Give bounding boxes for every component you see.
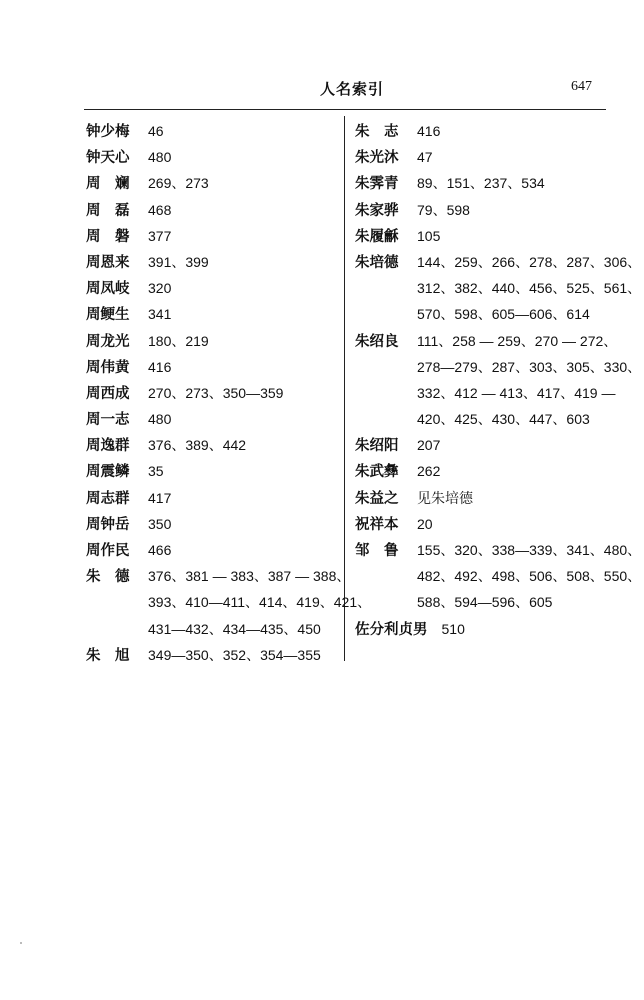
- index-entry: [355, 249, 642, 328]
- index-entry: [355, 511, 607, 537]
- entry-pages: 417: [148, 489, 172, 506]
- entry-first-line: [86, 249, 341, 275]
- entry-first-line: [86, 537, 341, 563]
- entry-name: 邹 鲁: [355, 543, 399, 559]
- entry-pages: 480: [148, 411, 172, 428]
- entry-first-line: [355, 197, 607, 223]
- entry-pages: 262: [417, 463, 441, 480]
- entry-name: 朱武彝: [355, 464, 399, 481]
- entry-first-line: [86, 144, 341, 170]
- entry-first-line: [86, 223, 341, 249]
- entry-pages-continuation: 482、492、498、506、508、550、: [417, 568, 642, 585]
- entry-name: 朱 德: [86, 569, 130, 586]
- entry-pages: 480: [148, 149, 172, 166]
- entry-pages: 111、258 — 259、270 — 272、: [417, 332, 618, 349]
- entry-name: 周鲠生: [86, 307, 130, 324]
- entry-pages: 270、273、350—359: [148, 384, 284, 401]
- entry-pages: 89、151、237、534: [417, 175, 545, 192]
- entry-name: 朱 旭: [86, 647, 130, 664]
- entry-pages-continuation: 278—279、287、303、305、330、: [417, 358, 642, 375]
- entry-pages: 416: [417, 123, 441, 139]
- entry-pages: 466: [148, 542, 172, 558]
- entry-pages: 见朱培德: [417, 489, 473, 506]
- entry-name: 周龙光: [86, 333, 130, 350]
- entry-pages: 180、219: [148, 332, 209, 349]
- entry-pages: 341: [148, 306, 172, 323]
- entry-name: 朱绍阳: [355, 438, 399, 455]
- entry-name: 周伟黄: [86, 359, 130, 376]
- index-entry: [86, 328, 341, 354]
- entry-pages: 391、399: [148, 253, 209, 270]
- entry-first-line: [86, 432, 341, 458]
- index-entry: [355, 170, 607, 196]
- running-title: 人名索引: [320, 80, 385, 98]
- entry-pages: 47: [417, 149, 433, 166]
- index-entry: [86, 380, 341, 406]
- entry-name: 朱霁青: [355, 176, 399, 193]
- entry-name: 钟天心: [86, 150, 130, 167]
- entry-pages-continuation: 332、412 — 413、417、419 —: [417, 384, 616, 401]
- index-entry: [86, 197, 341, 223]
- entry-first-line: [355, 118, 607, 144]
- entry-name: 朱培德: [355, 254, 399, 271]
- entry-pages: 105: [417, 227, 441, 244]
- entry-first-line: [86, 301, 341, 327]
- entry-first-line: [86, 118, 341, 144]
- index-entry: [86, 301, 341, 327]
- scan-mark: [20, 942, 22, 944]
- entry-pages-continuation: 588、594—596、605: [417, 594, 553, 611]
- index-entry: [86, 406, 341, 432]
- entry-first-line: [355, 458, 607, 484]
- index-entry: [355, 616, 607, 642]
- entry-name: 祝祥本: [355, 516, 399, 533]
- entry-first-line: [355, 170, 607, 196]
- entry-name: 朱 志: [355, 124, 399, 140]
- page-number: 647: [571, 79, 592, 94]
- index-column-left: [86, 118, 372, 668]
- index-entry: [86, 563, 372, 642]
- entry-pages: 269、273: [148, 175, 209, 192]
- entry-name: 周作民: [86, 543, 130, 559]
- entry-name: 佐分利贞男: [355, 621, 428, 638]
- entry-name: 周凤岐: [86, 281, 130, 298]
- index-entry: [86, 249, 341, 275]
- page-header: [84, 78, 604, 108]
- entry-first-line: [86, 197, 341, 223]
- entry-name: 朱履龢: [355, 228, 399, 245]
- entry-pages: 376、381 — 383、387 — 388、: [148, 568, 351, 585]
- entry-first-line: [355, 223, 607, 249]
- entry-first-line: [86, 328, 341, 354]
- entry-first-line: [86, 485, 341, 511]
- index-entry: [355, 118, 607, 144]
- entry-first-line: [355, 328, 618, 354]
- index-entry: [355, 458, 607, 484]
- entry-name: 周逸群: [86, 438, 130, 455]
- index-entry: [86, 144, 341, 170]
- entry-pages: 20: [417, 515, 433, 532]
- index-entry: [355, 144, 607, 170]
- index-entry: [355, 485, 607, 511]
- entry-name: 周震鳞: [86, 464, 130, 481]
- entry-name: 周 磐: [86, 228, 130, 245]
- index-entry: [86, 485, 341, 511]
- entry-first-line: [355, 144, 607, 170]
- entry-pages-continuation: 420、425、430、447、603: [417, 411, 590, 428]
- entry-first-line: [86, 406, 341, 432]
- entry-first-line: [86, 458, 341, 484]
- entry-pages: 376、389、442: [148, 437, 247, 454]
- entry-first-line: [86, 642, 341, 668]
- entry-pages: 349—350、352、354—355: [148, 646, 321, 663]
- entry-name: 周钟岳: [86, 516, 130, 533]
- entry-first-line: [86, 275, 341, 301]
- entry-pages: 144、259、266、278、287、306、: [417, 253, 642, 270]
- entry-pages: 46: [148, 123, 164, 139]
- entry-pages: 377: [148, 227, 172, 244]
- entry-name: 朱家骅: [355, 202, 399, 219]
- entry-pages-continuation: 570、598、605—606、614: [417, 306, 590, 323]
- entry-name: 周志群: [86, 490, 130, 507]
- index-entry: [86, 170, 341, 196]
- header-rule: [84, 109, 606, 110]
- entry-name: 周 斓: [86, 176, 130, 193]
- entry-first-line: [86, 354, 341, 380]
- entry-pages: 468: [148, 201, 172, 218]
- index-entry: [355, 223, 607, 249]
- entry-pages: 350: [148, 515, 172, 532]
- entry-first-line: [355, 485, 607, 511]
- index-entry: [86, 458, 341, 484]
- entry-pages-continuation: 431—432、434—435、450: [148, 620, 321, 637]
- entry-pages: 416: [148, 358, 172, 375]
- entry-name: 朱绍良: [355, 333, 399, 350]
- entry-pages-continuation: 312、382、440、456、525、561、: [417, 280, 642, 297]
- index-entry: [86, 354, 341, 380]
- entry-name: 钟少梅: [86, 124, 130, 140]
- index-entry: [86, 432, 341, 458]
- entry-first-line: [86, 380, 341, 406]
- entry-name: 周 磊: [86, 202, 130, 219]
- index-entry: [355, 537, 642, 616]
- entry-first-line: [86, 563, 351, 589]
- entry-first-line: [355, 537, 642, 563]
- index-entry: [355, 328, 642, 433]
- entry-pages-continuation: 393、410—411、414、419、421、: [148, 594, 372, 611]
- entry-first-line: [355, 616, 607, 642]
- entry-first-line: [86, 511, 341, 537]
- entry-pages: 79、598: [417, 201, 470, 218]
- entry-first-line: [86, 170, 341, 196]
- entry-name: 周西成: [86, 385, 130, 402]
- entry-pages: 35: [148, 463, 164, 480]
- index-entry: [86, 223, 341, 249]
- entry-pages: 510: [441, 620, 465, 637]
- entry-first-line: [355, 511, 607, 537]
- entry-name: 周一志: [86, 412, 130, 429]
- index-entry: [86, 275, 341, 301]
- entry-pages: 207: [417, 437, 441, 454]
- entry-pages: 155、320、338—339、341、480、: [417, 542, 642, 558]
- entry-name: 朱益之: [355, 490, 399, 507]
- entry-first-line: [355, 432, 607, 458]
- index-entry: [355, 432, 607, 458]
- entry-pages: 320: [148, 280, 172, 297]
- index-entry: [86, 537, 341, 563]
- index-entry: [86, 118, 341, 144]
- entry-first-line: [355, 249, 642, 275]
- index-entry: [355, 197, 607, 223]
- index-entry: [86, 511, 341, 537]
- entry-name: 周恩来: [86, 254, 130, 271]
- entry-name: 朱光沐: [355, 150, 399, 167]
- index-entry: [86, 642, 341, 668]
- index-column-right: [355, 118, 642, 642]
